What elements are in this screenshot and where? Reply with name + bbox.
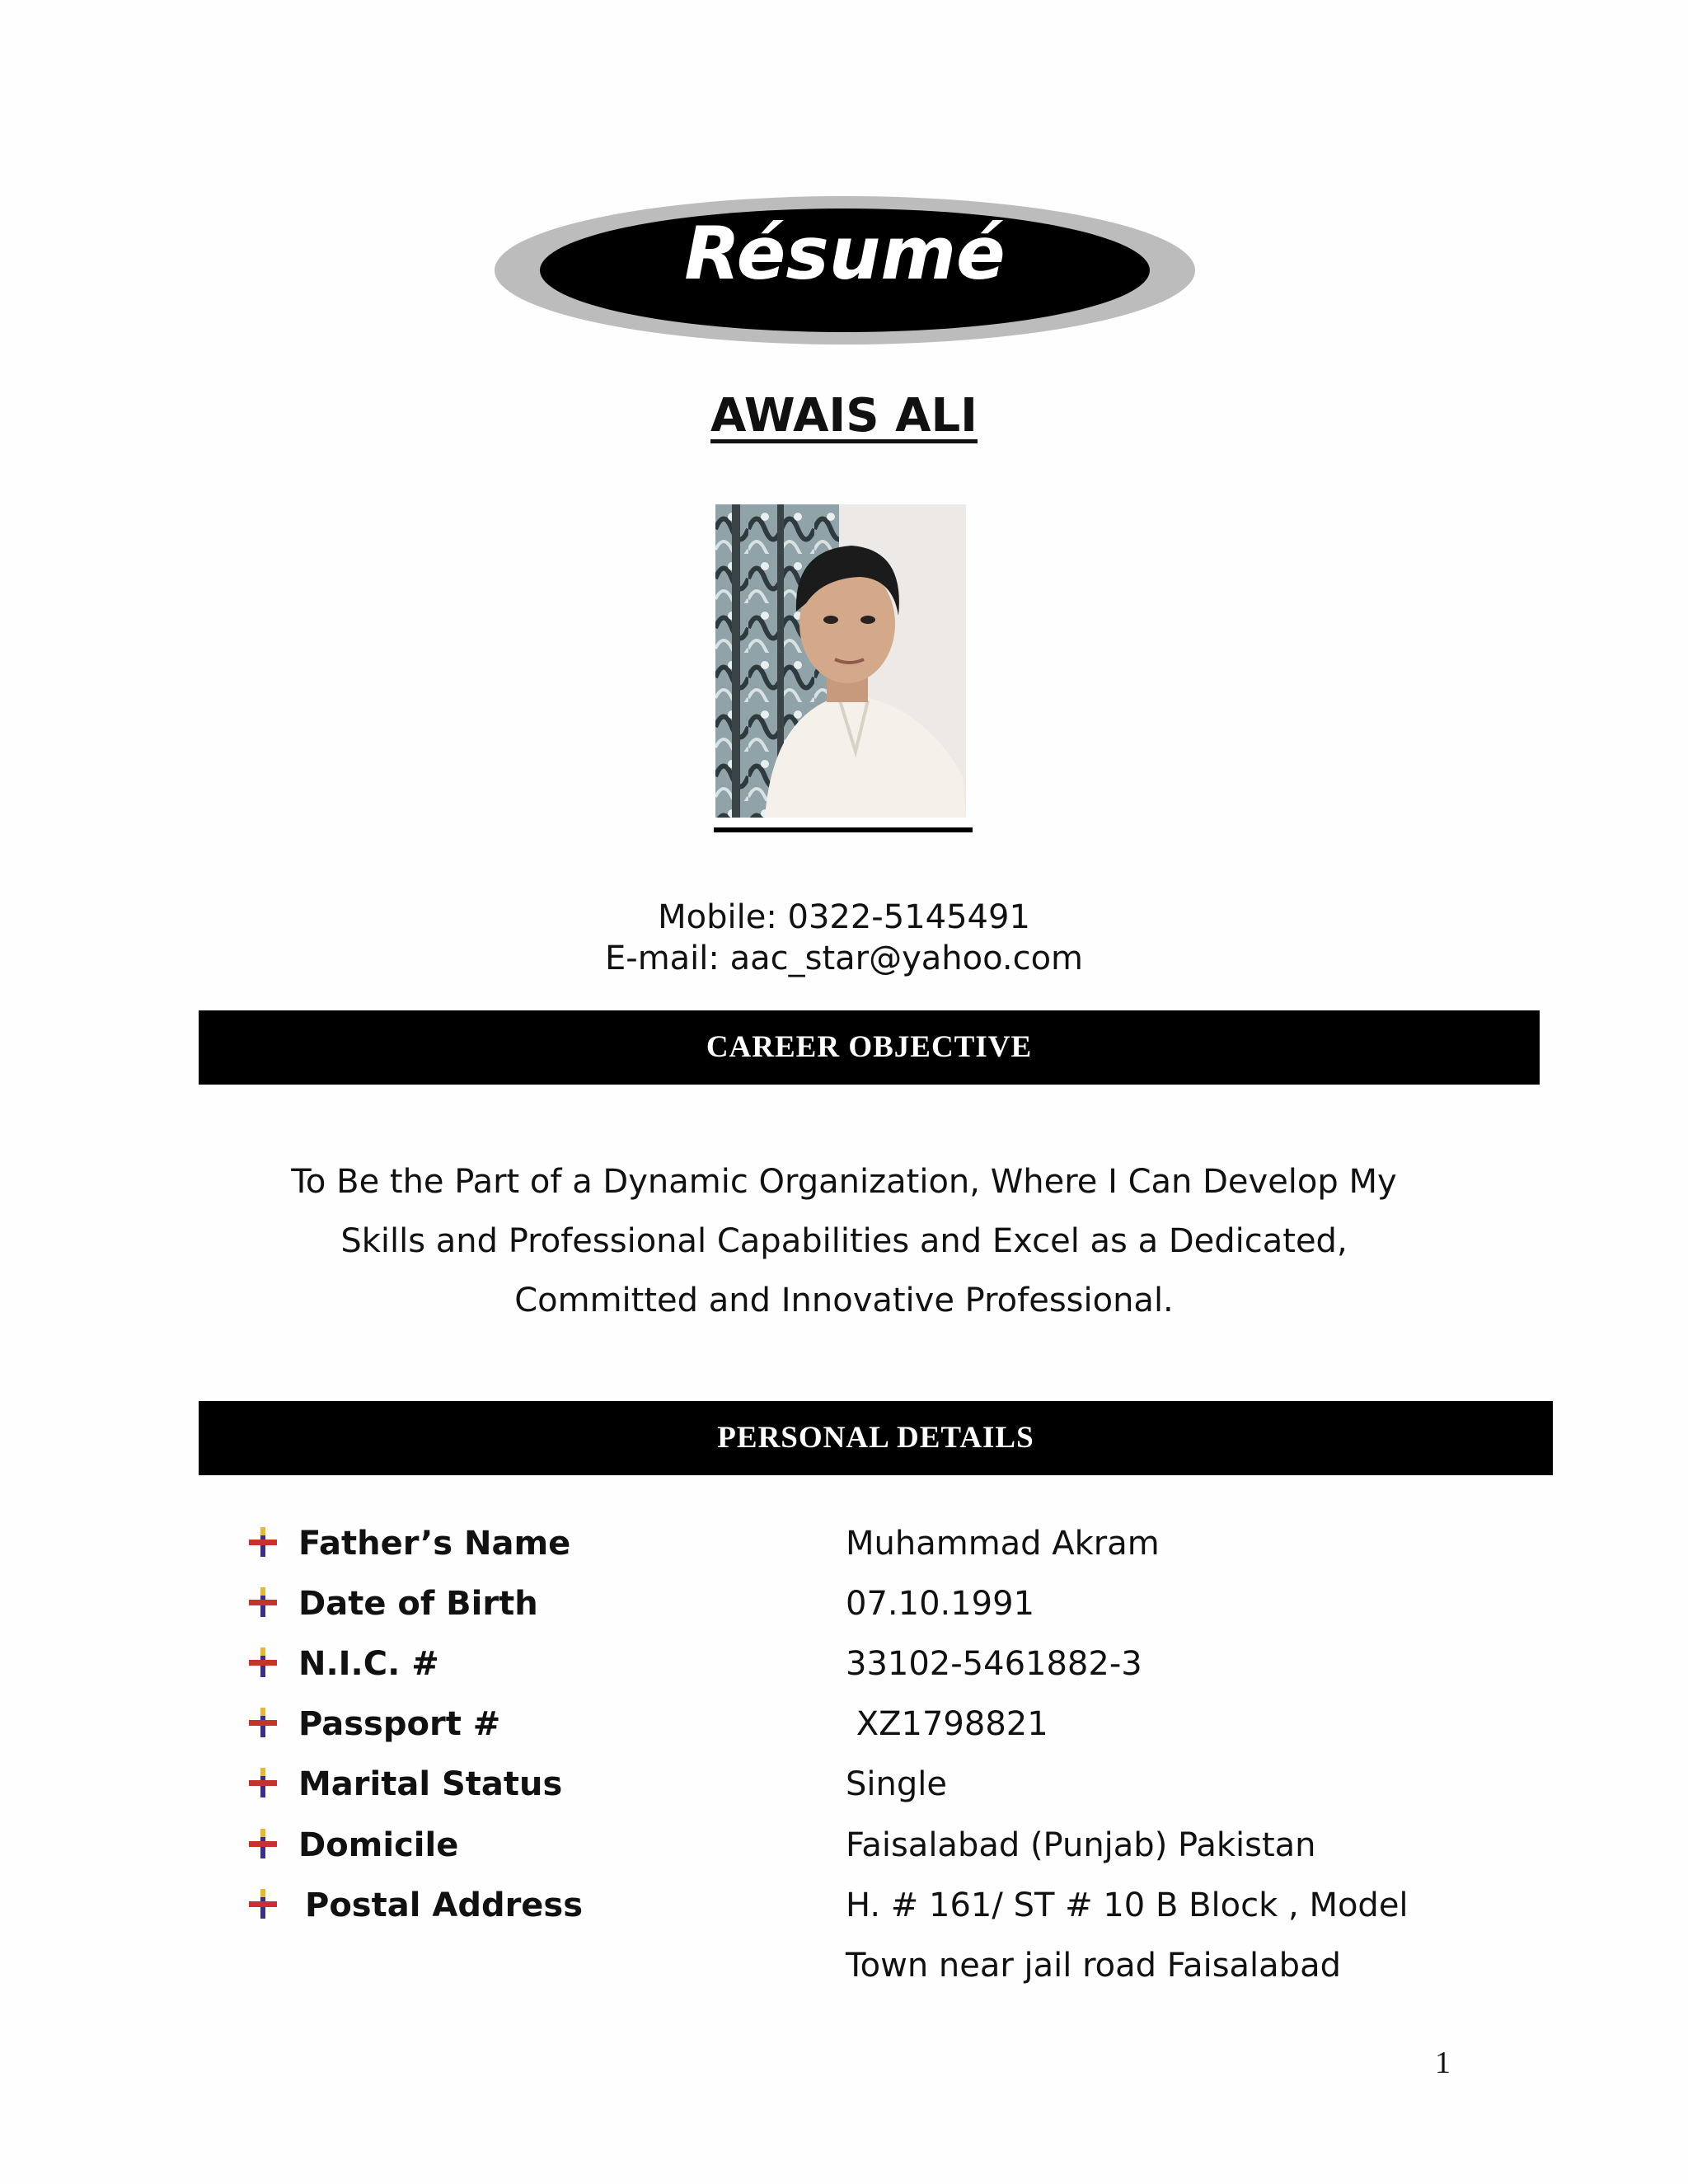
- detail-label: N.I.C. #: [298, 1645, 439, 1683]
- detail-value: 33102-5461882-3: [846, 1645, 1142, 1683]
- detail-label: Postal Address: [305, 1886, 584, 1924]
- detail-value: H. # 161/ ST # 10 B Block , Model: [846, 1886, 1409, 1924]
- cross-bullet-icon: [249, 1527, 277, 1557]
- detail-row-domicile: [0, 1816, 1688, 1875]
- detail-label: Marital Status: [298, 1765, 563, 1803]
- detail-row-fathers-name: [0, 1514, 1688, 1573]
- detail-value: 07.10.1991: [846, 1585, 1035, 1623]
- detail-value-line2: Town near jail road Faisalabad: [846, 1947, 1341, 1985]
- profile-photo: [715, 504, 966, 818]
- page-number: 1: [1435, 2046, 1451, 2080]
- detail-value: Single: [846, 1765, 947, 1803]
- detail-row-nic: [0, 1634, 1688, 1694]
- cross-bullet-icon: [249, 1587, 277, 1617]
- cross-bullet-icon: [249, 1829, 277, 1858]
- detail-label: Passport #: [298, 1705, 501, 1743]
- objective-line: Committed and Innovative Professional.: [514, 1282, 1174, 1319]
- cross-bullet-icon: [249, 1708, 277, 1737]
- detail-row-postal-address: [0, 1876, 1688, 1935]
- cross-bullet-icon: [249, 1647, 277, 1677]
- photo-underline: [714, 827, 973, 832]
- personal-details-heading: PERSONAL DETAILS: [199, 1401, 1553, 1475]
- career-objective-heading: CAREER OBJECTIVE: [199, 1010, 1540, 1085]
- detail-value: Faisalabad (Punjab) Pakistan: [846, 1826, 1316, 1864]
- detail-row-passport: [0, 1694, 1688, 1754]
- email-address: E-mail: aac_star@yahoo.com: [604, 940, 1084, 977]
- objective-line: Skills and Professional Capabilities and Excel as a Dedicated,: [340, 1222, 1348, 1260]
- detail-label: Father’s Name: [298, 1525, 571, 1563]
- detail-value: XZ1798821: [846, 1705, 1048, 1743]
- detail-row-date-of-birth: [0, 1574, 1688, 1633]
- detail-value: Muhammad Akram: [846, 1525, 1160, 1563]
- detail-label: Date of Birth: [298, 1585, 538, 1623]
- detail-row-marital-status: [0, 1755, 1688, 1814]
- cross-bullet-icon: [249, 1768, 277, 1797]
- detail-label: Domicile: [298, 1826, 459, 1864]
- title-badge-text: Résumé: [684, 211, 1006, 296]
- candidate-name: AWAIS ALI: [710, 389, 978, 443]
- cross-bullet-icon: [249, 1889, 277, 1919]
- objective-line: To Be the Part of a Dynamic Organization, Where I Can Develop My: [291, 1163, 1397, 1201]
- mobile-number: Mobile: 0322-5145491: [658, 898, 1030, 936]
- detail-row-postal-address-cont: [0, 1936, 1688, 1995]
